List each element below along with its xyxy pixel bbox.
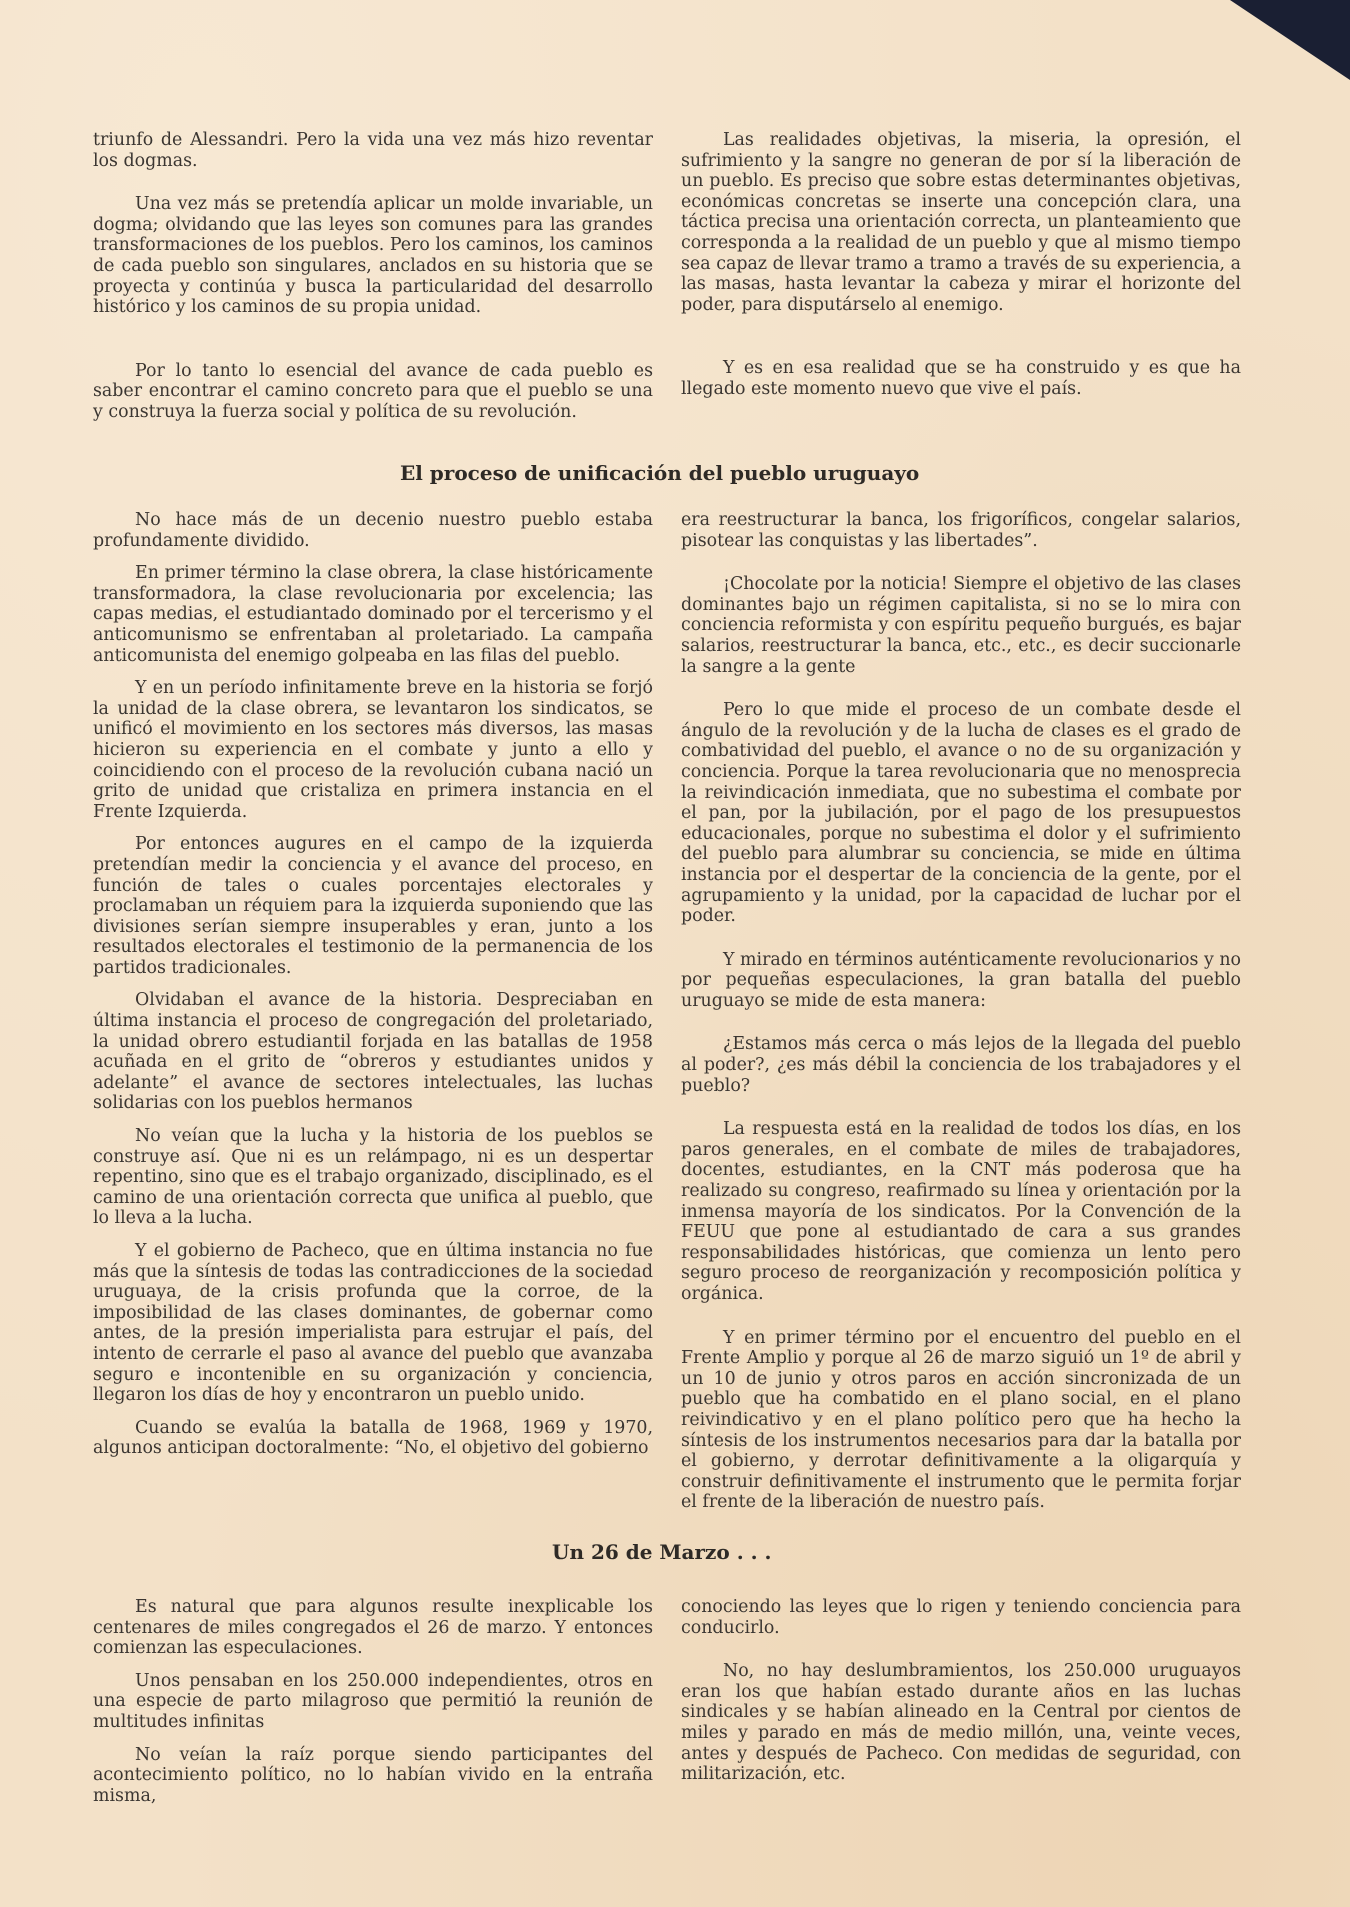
- section2-left-column: [93, 510, 653, 1459]
- paragraph: Y en un período infinitamente breve en la historia se forjó la unidad de la clase obrera, se levantaron los sindicatos, se unificó el movimiento en los sectores más diversos, las masas hicieron su experiencia en el combate y junto a ello y coincidiendo con el proceso de la revolución cubana nació un grito de unidad que cristaliza en primera instancia en el Frente Izquierda.: [93, 678, 653, 822]
- paragraph: Las realidades objetivas, la miseria, la opresión, el sufrimiento y la sangre no generan de por sí la liberación de un pueblo. Es preciso que sobre estas determinantes objetivas, económicas concretas se inserte una concepción clara, una táctica precisa una orientación correcta, un planteamiento que corresponda a la realidad de un pueblo y que al mismo tiempo sea capaz de llevar tramo a tramo a través de su experiencia, a las masas, hasta levantar la cabeza y mirar el horizonte del poder, para disputárselo al enemigo.: [681, 130, 1241, 315]
- paragraph: conociendo las leyes que lo rigen y teniendo conciencia para conducirlo.: [681, 1597, 1241, 1638]
- paragraph: Unos pensaban en los 250.000 independientes, otros en una especie de parto milagroso que permitió la reunión de multitudes infinitas: [93, 1670, 653, 1732]
- paragraph: Y el gobierno de Pacheco, que en última instancia no fue más que la síntesis de todas las contradicciones de la sociedad uruguaya, de la crisis profunda que la corroe, de la imposibilidad de las clases dominantes, de gobernar como antes, de la presión imperialista para estrujar el país, del intento de cerrarle el paso al avance del pueblo que avanzaba seguro e incontenible en su organización y conciencia, llegaron los días de hoy y encontraron un pueblo unido.: [93, 1241, 653, 1406]
- paragraph: Olvidaban el avance de la historia. Despreciaban en última instancia el proceso de congregación del proletariado, la unidad obrero estudiantil forjada en las batallas de 1958 acuñada en el grito de “obreros y estudiantes unidos y adelante” el avance de sectores intelectuales, las luchas solidarias con los pueblos hermanos: [93, 990, 653, 1114]
- paragraph: triunfo de Alessandri. Pero la vida una vez más hizo reventar los dogmas.: [93, 130, 653, 171]
- paragraph: En primer término la clase obrera, la clase históricamente transformadora, la clase revolucionaria por excelencia; las capas medias, el estudiantado dominado por el tercerismo y el anticomunismo se enfrentaban al proletariado. La campaña anticomunista del enemigo golpeaba en las filas del pueblo.: [93, 563, 653, 666]
- paragraph: Por entonces augures en el campo de la izquierda pretendían medir la conciencia y el avance del proceso, en función de tales o cuales porcentajes electorales y proclamaban un réquiem para la izquierda suponiendo que las divisiones serían siempre insuperables y eran, junto a los resultados electorales el testimonio de la permanencia de los partidos tradicionales.: [93, 834, 653, 978]
- paragraph: La respuesta está en la realidad de todos los días, en los paros generales, en el combate de miles de trabajadores, docentes, estudiantes, en la CNT más poderosa que ha realizado su congreso, reafirmado su línea y orientación por la inmensa mayoría de los sindicatos. Por la Convención de la FEUU que pone al estudiantado de cara a sus grandes responsabilidades históricas, que comienza un lento pero seguro proceso de reorganización y recomposición política y orgánica.: [681, 1119, 1241, 1304]
- paragraph: Es natural que para algunos resulte inexplicable los centenares de miles congregados el 26 de marzo. Y entonces comienzan las especulaciones.: [93, 1597, 653, 1659]
- paragraph: ¿Estamos más cerca o más lejos de la llegada del pueblo al poder?, ¿es más débil la conciencia de los trabajadores y el pueblo?: [681, 1034, 1241, 1096]
- section1-right-column: [681, 130, 1241, 423]
- section2-right-column: [681, 510, 1241, 1513]
- paragraph: era reestructurar la banca, los frigoríficos, congelar salarios, pisotear las conquistas y las libertades”.: [681, 510, 1241, 551]
- torn-corner: [1230, 0, 1350, 80]
- paragraph: Por lo tanto lo esencial del avance de cada pueblo es saber encontrar el camino concreto para que el pueblo se una y construya la fuerza social y política de su revolución.: [93, 360, 653, 422]
- paragraph: ¡Chocolate por la noticia! Siempre el objetivo de las clases dominantes bajo un régimen capitalista, si no se lo mira con conciencia reformista y con espíritu pequeño burgués, es bajar salarios, reestructurar la banca, etc., etc., es decir succionarle la sangre a la gente: [681, 574, 1241, 677]
- section-heading: El proceso de unificación del pueblo uruguayo: [400, 461, 920, 485]
- section3-right-column: [681, 1597, 1241, 1785]
- paragraph: No veían la raíz porque siendo participantes del acontecimiento político, no lo habían vivido en la entraña misma,: [93, 1744, 653, 1806]
- section-heading: Un 26 de Marzo . . .: [552, 1540, 772, 1564]
- paragraph: Pero lo que mide el proceso de un combate desde el ángulo de la revolución y de la lucha de clases es el grado de combatividad del pueblo, el avance o no de su organización y conciencia. Porque la tarea revolucionaria que no menosprecia la reivindicación inmediata, que no subestima el combate por el pan, por la jubilación, por el pago de los presupuestos educacionales, porque no subestima el dolor y el sufrimiento del pueblo para alumbrar su conciencia, se mide en última instancia por el despertar de la conciencia de la gente, por el agrupamiento y la unidad, por la capacidad de luchar por el poder.: [681, 700, 1241, 927]
- section1-left-column: [93, 130, 653, 446]
- section3-left-column: [93, 1597, 653, 1806]
- paragraph: Y mirado en términos auténticamente revolucionarios y no por pequeñas especulaciones, la gran batalla del pueblo uruguayo se mide de esta manera:: [681, 949, 1241, 1011]
- paragraph: Cuando se evalúa la batalla de 1968, 1969 y 1970, algunos anticipan doctoralmente: “No, el objetivo del gobierno: [93, 1417, 653, 1459]
- paragraph: Una vez más se pretendía aplicar un molde invariable, un dogma; olvidando que las leyes son comunes para las grandes transformaciones de los pueblos. Pero los caminos, los caminos de cada pueblo son singulares, anclados en su historia que se proyecta y continúa y busca la particularidad del desarrollo histórico y los caminos de su propia unidad.: [93, 194, 653, 318]
- paragraph: No, no hay deslumbramientos, los 250.000 uruguayos eran los que habían estado durante años en las luchas sindicales y se habían alineado en la Central por cientos de miles y parado en más de medio millón, una, veinte veces, antes y después de Pacheco. Con medidas de seguridad, con militarización, etc.: [681, 1661, 1241, 1785]
- paragraph: No hace más de un decenio nuestro pueblo estaba profundamente dividido.: [93, 510, 653, 551]
- paragraph: No veían que la lucha y la historia de los pueblos se construye así. Que ni es un relámpago, ni es un despertar repentino, sino que es el trabajo organizado, disciplinado, es el camino de una orientación correcta que unifica al pueblo, que lo lleva a la lucha.: [93, 1126, 653, 1229]
- paragraph: Y es en esa realidad que se ha construido y es que ha llegado este momento nuevo que vive el país.: [681, 358, 1241, 399]
- paragraph: Y en primer término por el encuentro del pueblo en el Frente Amplio y porque al 26 de marzo siguió un 1º de abril y un 10 de junio y otros paros en acción sincronizada de un pueblo que ha combatido en el plano social, en el plano reivindicativo y en el plano político pero que ha hecho la síntesis de los instrumentos necesarios para dar la batalla por el gobierno, y derrotar definitivamente a la oligarquía y construir definitivamente el instrumento que le permita forjar el frente de la liberación de nuestro país.: [681, 1327, 1241, 1513]
